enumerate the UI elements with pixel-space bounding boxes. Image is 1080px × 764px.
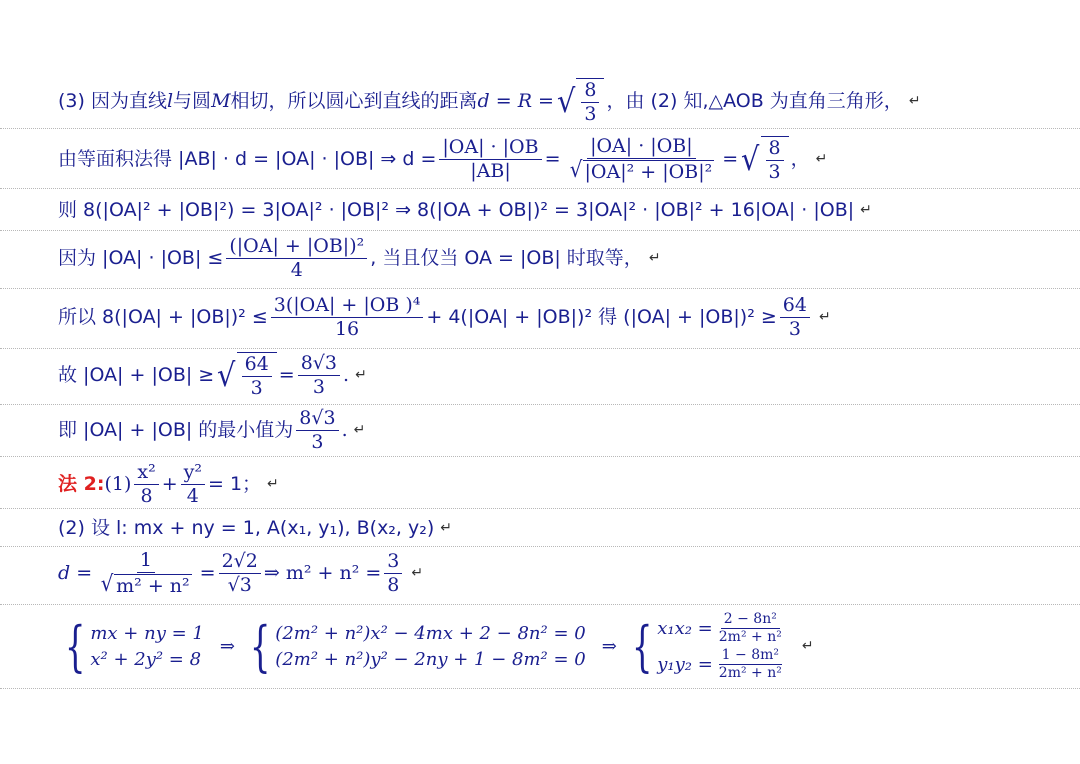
solution-line-10 bbox=[58, 550, 1060, 597]
numerator: 64 bbox=[780, 295, 810, 318]
implies-arrow: ⇒ bbox=[219, 635, 235, 657]
equals: = bbox=[199, 561, 216, 584]
square-root bbox=[100, 574, 192, 597]
text: . bbox=[343, 363, 350, 386]
text: + 4(|OA| + |OB|)² 得 (|OA| + |OB|)² ≥ bbox=[426, 305, 777, 328]
numerator: 3 bbox=[384, 551, 402, 574]
text: , 当且仅当 OA = |OB| 时取等， bbox=[370, 246, 643, 269]
plus: + bbox=[161, 472, 178, 495]
numerator: 8√3 bbox=[298, 353, 340, 376]
solution-line-4 bbox=[58, 236, 1060, 281]
numerator: 64 bbox=[242, 354, 272, 377]
radical-sign: √ bbox=[100, 572, 114, 598]
fraction bbox=[242, 354, 272, 399]
denominator: 8 bbox=[387, 573, 400, 596]
equation-system-1 bbox=[90, 624, 203, 670]
denominator: 2m² + n² bbox=[718, 665, 782, 682]
denominator: 3 bbox=[788, 317, 801, 340]
fraction bbox=[95, 550, 197, 597]
equation: x² + 2y² = 8 bbox=[90, 648, 202, 670]
return-mark-icon: ↵ bbox=[440, 519, 453, 536]
denominator: 16 bbox=[334, 317, 360, 340]
text: 即 |OA| + |OB| 的最小值为 bbox=[58, 418, 294, 441]
denominator bbox=[95, 573, 197, 597]
radicand: |OA|² + |OB|² bbox=[584, 160, 713, 183]
text: (3) 因为直线 bbox=[58, 89, 167, 112]
radical-sign: √ bbox=[741, 140, 760, 179]
fraction bbox=[581, 80, 599, 125]
solution-line-1 bbox=[58, 78, 1060, 125]
fraction bbox=[298, 353, 340, 398]
fraction bbox=[384, 551, 402, 596]
solution-line-7 bbox=[58, 408, 1060, 453]
denominator: 3 bbox=[584, 102, 597, 125]
numerator: 8√3 bbox=[296, 408, 338, 431]
fraction bbox=[780, 295, 810, 340]
text: 则 8(|OA|² + |OB|²) = 3|OA|² · |OB|² ⇒ 8(|OA + OB|)² = 3|OA|² · |OB|² + 16|OA| · |OB| bbox=[58, 199, 855, 221]
text: d = bbox=[58, 561, 93, 584]
return-mark-icon: ↵ bbox=[411, 564, 424, 581]
numerator: |OA| · |OB| bbox=[587, 136, 696, 159]
fraction bbox=[766, 138, 784, 183]
equation: (2m² + n²)y² − 2ny + 1 − 8m² = 0 bbox=[275, 648, 586, 670]
text: 所以 8(|OA| + |OB|)² ≤ bbox=[58, 305, 268, 328]
solution-line-3 bbox=[58, 200, 1060, 221]
return-mark-icon: ↵ bbox=[860, 201, 872, 218]
numerator: 3(|OA| + |OB )⁴ bbox=[271, 295, 424, 318]
text: ⇒ m² + n² = bbox=[263, 561, 382, 584]
denominator: 3 bbox=[311, 430, 324, 453]
square-root bbox=[556, 78, 604, 125]
fraction bbox=[181, 462, 205, 507]
text: 故 |OA| + |OB| ≥ bbox=[58, 363, 215, 386]
numerator: (|OA| + |OB|)² bbox=[226, 236, 367, 259]
left-brace: { bbox=[631, 614, 653, 678]
fraction bbox=[226, 236, 367, 281]
text: ，由 (2) 知,△AOB 为直角三角形， bbox=[606, 89, 903, 112]
square-root bbox=[569, 160, 715, 183]
numerator: x² bbox=[134, 462, 158, 485]
text: ， bbox=[790, 147, 810, 170]
vieta-product-y bbox=[657, 648, 788, 682]
equation: d = R = bbox=[477, 89, 554, 112]
return-mark-icon: ↵ bbox=[801, 638, 814, 655]
lhs: x₁x₂ = bbox=[657, 617, 713, 639]
radical-sign: √ bbox=[569, 158, 582, 184]
row-divider bbox=[0, 348, 1080, 349]
numerator: 8 bbox=[581, 80, 599, 103]
lhs: y₁y₂ = bbox=[657, 653, 713, 675]
return-mark-icon: ↵ bbox=[353, 421, 366, 438]
text: (1) bbox=[104, 472, 132, 495]
solution-line-5 bbox=[58, 295, 1060, 340]
equation: mx + ny = 1 bbox=[90, 622, 204, 644]
vieta-product-x bbox=[657, 612, 788, 646]
row-divider bbox=[0, 288, 1080, 289]
equation-system-2 bbox=[275, 624, 585, 670]
denominator: √3 bbox=[227, 573, 252, 596]
text: . bbox=[341, 418, 348, 441]
row-divider bbox=[0, 546, 1080, 547]
row-divider bbox=[0, 456, 1080, 457]
var-M: M bbox=[211, 89, 231, 112]
left-brace: { bbox=[64, 614, 86, 678]
denominator: 2m² + n² bbox=[718, 629, 782, 646]
return-mark-icon: ↵ bbox=[267, 475, 279, 492]
row-divider bbox=[0, 508, 1080, 509]
numerator: y² bbox=[181, 462, 205, 485]
denominator: 3 bbox=[250, 376, 263, 399]
left-brace: { bbox=[249, 614, 271, 678]
text: 与圆 bbox=[173, 89, 212, 112]
numerator: 1 bbox=[137, 550, 155, 573]
fraction bbox=[564, 136, 720, 183]
numerator: |OA| · |OB bbox=[439, 137, 541, 160]
numerator: 8 bbox=[766, 138, 784, 161]
return-mark-icon: ↵ bbox=[648, 249, 661, 266]
row-divider bbox=[0, 230, 1080, 231]
implies-arrow: ⇒ bbox=[601, 635, 617, 657]
text: 因为 |OA| · |OB| ≤ bbox=[58, 246, 224, 269]
fraction bbox=[271, 295, 424, 340]
denominator: |AB| bbox=[470, 159, 511, 182]
text: 由等面积法得 |AB| · d = |OA| · |OB| ⇒ d = bbox=[58, 147, 437, 170]
radicand: m² + n² bbox=[116, 574, 190, 597]
fraction bbox=[134, 462, 158, 507]
text: = 1； bbox=[207, 472, 262, 495]
fraction bbox=[219, 551, 261, 596]
square-root bbox=[216, 352, 277, 399]
denominator: 8 bbox=[140, 484, 153, 507]
fraction bbox=[439, 137, 541, 182]
row-divider bbox=[0, 604, 1080, 605]
equation-system-3 bbox=[657, 612, 788, 682]
return-mark-icon: ↵ bbox=[815, 150, 828, 167]
radical-sign: √ bbox=[557, 82, 576, 121]
denominator: 4 bbox=[290, 258, 303, 281]
text: 相切，所以圆心到直线的距离 bbox=[230, 89, 478, 112]
text: (2) 设 l: mx + ny = 1, A(x₁, y₁), B(x₂, y₂) bbox=[58, 517, 435, 539]
solution-line-11 bbox=[58, 612, 1060, 682]
denominator: 3 bbox=[768, 160, 781, 183]
return-mark-icon: ↵ bbox=[818, 308, 831, 325]
row-divider bbox=[0, 128, 1080, 129]
numerator: 2 − 8n² bbox=[721, 612, 780, 629]
radical-sign: √ bbox=[217, 356, 236, 395]
row-divider bbox=[0, 404, 1080, 405]
var-l: l bbox=[166, 89, 174, 112]
square-root bbox=[740, 136, 788, 183]
row-divider bbox=[0, 688, 1080, 689]
denominator bbox=[564, 159, 720, 183]
equals: = bbox=[278, 363, 295, 386]
numerator: 1 − 8m² bbox=[719, 648, 782, 665]
return-mark-icon: ↵ bbox=[355, 366, 367, 383]
fraction bbox=[716, 612, 785, 646]
solution-line-2 bbox=[58, 136, 1060, 183]
equals: = bbox=[544, 147, 561, 170]
denominator: 4 bbox=[186, 484, 199, 507]
fraction bbox=[716, 648, 785, 682]
solution-line-8 bbox=[58, 462, 1060, 507]
solution-line-9 bbox=[58, 518, 1060, 539]
fraction bbox=[296, 408, 338, 453]
row-divider bbox=[0, 188, 1080, 189]
return-mark-icon: ↵ bbox=[908, 92, 921, 109]
denominator: 3 bbox=[312, 375, 325, 398]
solution-line-6 bbox=[58, 352, 1060, 399]
numerator: 2√2 bbox=[219, 551, 261, 574]
equals: = bbox=[722, 147, 739, 170]
method-label: 法 2: bbox=[58, 472, 105, 495]
equation: (2m² + n²)x² − 4mx + 2 − 8n² = 0 bbox=[275, 622, 586, 644]
